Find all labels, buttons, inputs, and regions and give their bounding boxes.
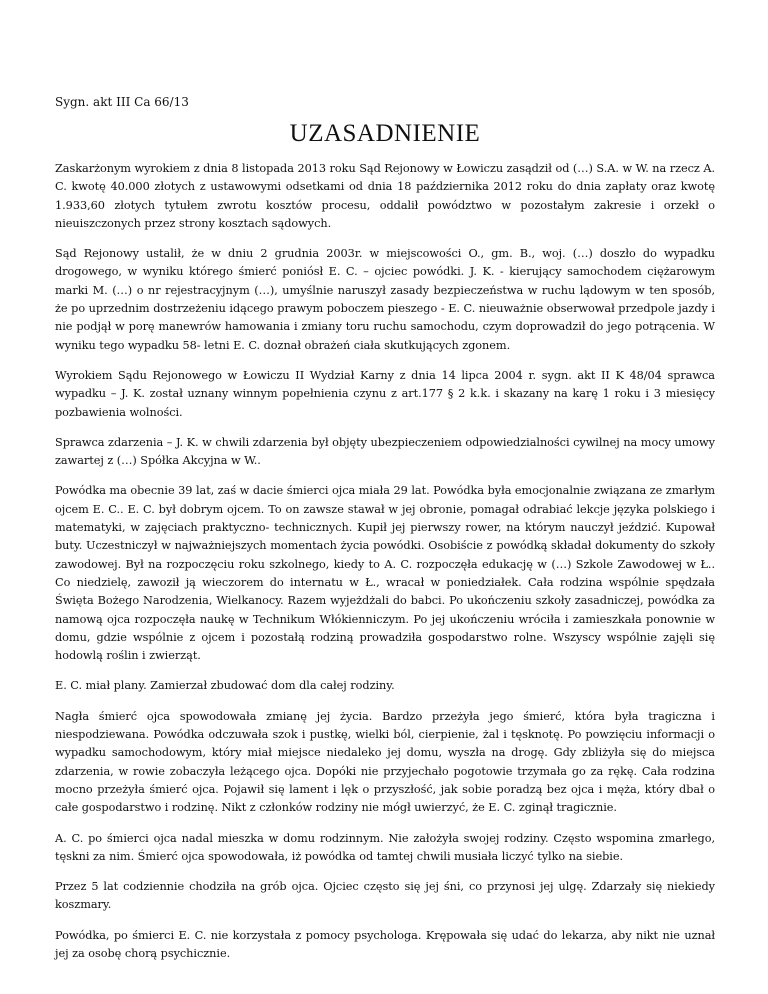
paragraph-facts: Sąd Rejonowy ustalił, że w dniu 2 grudnia 2003r. w miejscowości O., gm. B., woj. (…) doszło do wypadku drogowego, w wyniku którego śmierć poniósł E. C. – ojciec powódki. J. K. - kierujący samochodem ciężarowym marki M. (…) o nr rejestracyjnym (…), umyślnie naruszył zasady bezpieczeństwa w ruchu lądowym w ten sposób, że po uprzednim dostrzeżeniu idącego prawym poboczem pieszego - E. C. nieuważnie obserwował przedpole jazdy i nie podjął w porę manewrów hamowania i zmiany toru ruchu samochodu, czym doprowadził do jego potrącenia. W wyniku tego wypadku 58- letni E. C. doznał obrażeń ciała skutkujących zgonem. xyxy=(55,247,715,352)
case-signature: Sygn. akt III Ca 66/13 xyxy=(55,95,189,109)
paragraph-criminal-judgment: Wyrokiem Sądu Rejonowego w Łowiczu II Wydział Karny z dnia 14 lipca 2004 r. sygn. akt II K 48/04 sprawca wypadku – J. K. został uznany winnym popełnienia czynu z art.177 § 2 k.k. i skazany na karę 1 roku i 3 miesięcy pozbawienia wolności. xyxy=(55,368,715,419)
paragraph-after-death: A. C. po śmierci ojca nadal mieszka w domu rodzinnym. Nie założyła swojej rodziny. Często wspomina zmarłego, tęskni za nim. Śmierć ojca spowodowała, iż powódka od tamtej chwili musiała liczyć tylko na siebie. xyxy=(55,831,715,863)
paragraph-insurance: Sprawca zdarzenia – J. K. w chwili zdarzenia był objęty ubezpieczeniem odpowiedzialności cywilnej na mocy umowy zawartej z (…) Spółka Akcyjna w W.. xyxy=(55,435,715,468)
document-page xyxy=(55,95,715,975)
document-title: UZASADNIENIE xyxy=(289,120,481,147)
paragraph-grief: Nagła śmierć ojca spowodowała zmianę jej życia. Bardzo przeżyła jego śmierć, która była tragiczna i niespodziewana. Powódka odczuwała szok i pustkę, wielki ból, cierpienie, żal i tęsknotę. Po powzięciu informacji o wypadku samochodowym, który miał miejsce niedaleko jej domu, wyszła na drogę. Gdy zbliżyła się do miejsca zdarzenia, w rowie zobaczyła leżącego ojca. Dopóki nie przyjechało pogotowie trzymała go za rękę. Cała rodzina mocno przeżyła śmierć ojca. Pojawił się lament i lęk o przyszłość, jak sobie poradzą bez ojca i męża, który dbał o całe gospodarstwo i rodzinę. Nikt z członków rodziny nie mógł uwierzyć, że E. C. zginął tragicznie. xyxy=(55,709,715,815)
paragraph-judgment: Zaskarżonym wyrokiem z dnia 8 listopada 2013 roku Sąd Rejonowy w Łowiczu zasądził od (…) S.A. w W. na rzecz A. C. kwotę 40.000 złotych z ustawowymi odsetkami od dnia 18 października 2012 roku do dnia zapłaty oraz kwotę 1.933,60 złotych tytułem zwrotu kosztów procesu, oddalił powództwo w pozostałym zakresie i orzekł o nieuiszczonych przez strony kosztach sądowych. xyxy=(55,162,715,230)
paragraph-relationship: Powódka ma obecnie 39 lat, zaś w dacie śmierci ojca miała 29 lat. Powódka była emocjonalnie związana ze zmarłym ojcem E. C.. E. C. był dobrym ojcem. To on zawsze stawał w jej obronie, pomagał odrabiać lekcje języka polskiego i matematyki, w zajęciach praktyczno- technicznych. Kupił jej pierwszy rower, na którym nauczył jeździć. Kupował buty. Uczestniczył w najważniejszych momentach życia powódki. Osobiście z powódką składał dokumenty do szkoły zawodowej. Był na rozpoczęciu roku szkolnego, kiedy to A. C. rozpoczęła edukację w (…) Szkole Zawodowej w Ł.. Co niedzielę, zawoził ją wieczorem do internatu w Ł., wracał w poniedziałek. Cała rodzina wspólnie spędzała Święta Bożego Narodzenia, Wielkanocy. Razem wyjeżdżali do babci. Po ukończeniu szkoły zasadniczej, powódka za namową ojca rozpoczęła naukę w Technikum Włókienniczym. Po jej ukończeniu wróciła i zamieszkała ponownie w domu, gdzie wspólnie z ojcem i pozostałą rodziną prowadziła gospodarstwo rolne. Wszyscy wspólnie zajęli się hodowlą roślin i zwierząt. xyxy=(55,484,715,663)
paragraph-psychologist: Powódka, po śmierci E. C. nie korzystała z pomocy psychologa. Krępowała się udać do lekarza, aby nikt nie uznał jej za osobę chorą psychicznie. xyxy=(55,928,715,960)
paragraph-plans: E. C. miał plany. Zamierzał zbudować dom dla całej rodziny. xyxy=(55,679,395,693)
paragraph-grave-visits: Przez 5 lat codziennie chodziła na grób ojca. Ojciec często się jej śni, co przynosi jej ulgę. Zdarzały się niekiedy koszmary. xyxy=(55,880,715,912)
